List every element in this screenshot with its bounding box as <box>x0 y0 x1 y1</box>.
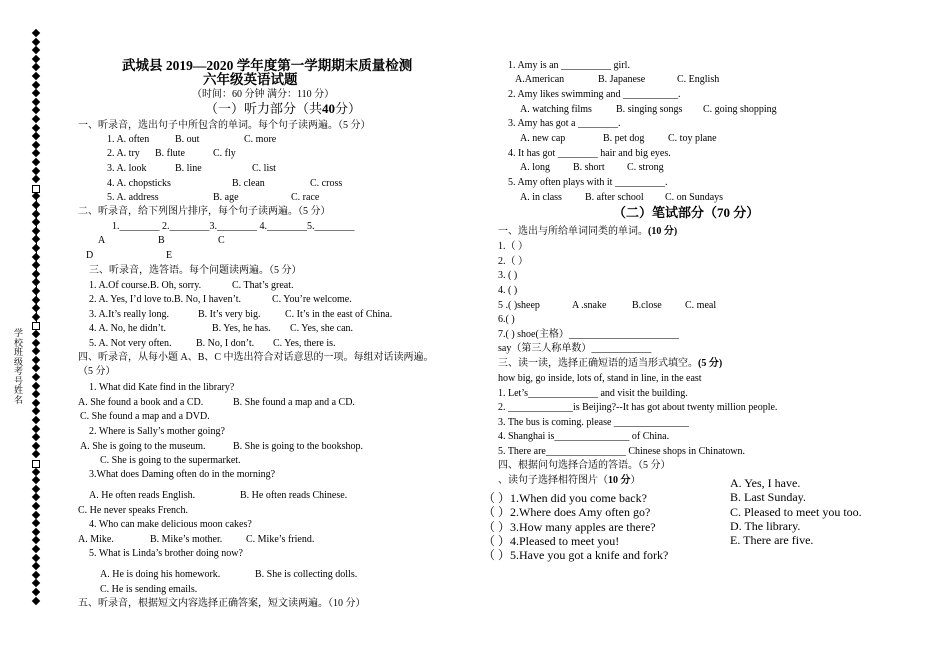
part1-q3c: C. list <box>252 163 276 174</box>
part1-q1b: B. out <box>175 134 200 145</box>
picture-label-c: C <box>218 235 225 246</box>
written-s4-q5: （ ）5.Have you got a knife and fork? <box>483 548 669 562</box>
part5-q3-c: C. toy plane <box>668 133 717 144</box>
part4-q1-a: A. She found a book and a CD. <box>78 397 204 408</box>
part3-q3-c: C. It’s in the east of China. <box>285 309 393 320</box>
binding-diamond <box>32 407 40 415</box>
written-title: （二）笔试部分（70 分） <box>613 205 760 220</box>
part4-q1: 1. What did Kate find in the library? <box>89 382 235 393</box>
binding-diamond <box>32 80 40 88</box>
part3-q1-c: C. That’s great. <box>232 280 294 291</box>
part4-q2-b: B. She is going to the bookshop. <box>233 441 364 452</box>
part2-instruction: 二、听录音，给下列图片排序，每个句子读两遍。（5 分） <box>78 206 331 217</box>
binding-diamond <box>32 450 40 458</box>
part1-q4a: 4. A. chopsticks <box>107 178 171 189</box>
written-s1-q7: 7.( ) shoe(主格）______________________ <box>498 329 679 340</box>
binding-diamond <box>32 63 40 71</box>
part4-q4-c: C. Mike’s friend. <box>246 534 315 545</box>
written-s1-q2: 2.（ ） <box>498 256 528 267</box>
binding-diamond <box>32 536 40 544</box>
binding-diamond <box>32 579 40 587</box>
part3-q3-a: 3. A.It’s really long. <box>89 309 169 320</box>
exam-time: （时间：60 分钟 满分：110 分） <box>192 89 335 100</box>
part1-q4b: B. clean <box>232 178 265 189</box>
part5-q4-b: B. short <box>573 162 605 173</box>
part3-q1-ab: 1. A.Of course.B. Oh, sorry. <box>89 280 202 291</box>
binding-diamond <box>32 132 40 140</box>
binding-diamond <box>32 545 40 553</box>
written-s4-answer-d: D. The library. <box>730 519 801 533</box>
part1-q3a: 3. A. look <box>107 163 147 174</box>
binding-diamond <box>32 37 40 45</box>
binding-diamond <box>32 123 40 131</box>
written-s3-q3: 3. The bus is coming. please _______________ <box>498 417 689 428</box>
part5-q5-c: C. on Sundays <box>665 192 724 203</box>
binding-diamond <box>32 72 40 80</box>
written-s1-q5-b: B.close <box>632 300 662 311</box>
part5-q5: 5. Amy often plays with it __________. <box>508 177 668 188</box>
part3-q5-a: 5. A. Not very often. <box>89 338 172 349</box>
part1-q2b: B. flute <box>155 148 185 159</box>
part3-q5-c: C. Yes, there is. <box>273 338 336 349</box>
binding-diamond <box>32 330 40 338</box>
binding-diamond <box>32 166 40 174</box>
binding-diamond <box>32 416 40 424</box>
part5-q1-b: B. Japanese <box>598 74 646 85</box>
written-s3-q5: 5. There are________________ Chinese shops in Chinatown. <box>498 446 746 457</box>
part2-blanks: 1.________ 2.________3.________ 4.________5.________ <box>112 221 355 232</box>
written-s4-answer-c: C. Pleased to meet you too. <box>730 505 862 519</box>
binding-diamond <box>32 424 40 432</box>
part1-q3b: B. line <box>175 163 202 174</box>
part5-q4-c: C. strong <box>627 162 664 173</box>
binding-diamond <box>32 433 40 441</box>
margin-line <box>36 196 37 322</box>
binding-diamond <box>32 46 40 54</box>
written-s1-q5-c: C. meal <box>685 300 717 311</box>
binding-diamond <box>32 476 40 484</box>
binding-diamond <box>32 493 40 501</box>
picture-label-e: E <box>166 250 173 261</box>
part3-q4-b: B. Yes, he has. <box>212 323 271 334</box>
written-s1-q6: 6.( ) <box>498 314 515 325</box>
written-s1-q3: 3. ( ) <box>498 270 518 281</box>
part4-q2-a: A. She is going to the museum. <box>80 441 206 452</box>
written-s4-answer-a: A. Yes, I have. <box>730 476 801 490</box>
written-s1-q5-a: A .snake <box>572 300 607 311</box>
binding-diamond <box>32 510 40 518</box>
written-s4-instruction: 四、根据问句选择合适的答语。（5 分） <box>498 460 671 471</box>
binding-diamond <box>32 347 40 355</box>
written-s3-q2: 2. _____________is Beijing?--It has got about twenty million people. <box>498 402 778 413</box>
part4-q1-c: C. She found a map and a DVD. <box>80 411 210 422</box>
binding-diamond <box>32 519 40 527</box>
part4-instruction: 四、听录音，从每小题 A、B、C 中选出符合对话意思的一项。每组对话读两遍。 <box>78 352 434 363</box>
part4-q2-c: C. She is going to the supermarket. <box>100 455 241 466</box>
part1-q5a: 5. A. address <box>107 192 159 203</box>
binding-diamond <box>32 175 40 183</box>
part5-q5-b: B. after school <box>585 192 644 203</box>
binding-diamond <box>32 29 40 37</box>
binding-diamond <box>32 364 40 372</box>
part4-q5-b: B. She is collecting dolls. <box>255 569 358 580</box>
part5-q3-b: B. pet dog <box>603 133 645 144</box>
part3-q3-b: B. It’s very big. <box>198 309 261 320</box>
part5-q2-b: B. singing songs <box>616 104 683 115</box>
part1-q2c: C. fly <box>213 148 236 159</box>
part5-q3-a: A. new cap <box>520 133 566 144</box>
part3-q4-c: C. Yes, she can. <box>290 323 354 334</box>
binding-diamond <box>32 553 40 561</box>
binding-diamond <box>32 467 40 475</box>
part5-q2-a: A. watching films <box>520 104 592 115</box>
binding-diamond <box>32 588 40 596</box>
part5-q5-a: A. in class <box>520 192 562 203</box>
binding-diamond <box>32 390 40 398</box>
part1-q4c: C. cross <box>310 178 343 189</box>
written-s3-q4: 4. Shanghai is_______________ of China. <box>498 431 670 442</box>
written-s1-q4: 4. ( ) <box>498 285 518 296</box>
written-s1-q1: 1.（ ） <box>498 241 528 252</box>
part1-q5b: B. age <box>213 192 239 203</box>
part4-q5-a: A. He is doing his homework. <box>100 569 221 580</box>
binding-diamond <box>32 158 40 166</box>
part4-q1-b: B. She found a map and a CD. <box>233 397 355 408</box>
part1-instruction: 一、听录音，选出句子中所包含的单词。每个句子读两遍。（5 分） <box>78 120 371 131</box>
written-s4-answer-e: E. There are five. <box>730 533 814 547</box>
part4-q3-a: A. He often reads English. <box>89 490 196 501</box>
part3-q4-a: 4. A. No, he didn’t. <box>89 323 167 334</box>
part4-q4-a: A. Mike. <box>78 534 114 545</box>
written-s1-q5: 5 .( )sheep <box>498 300 540 311</box>
written-s4-q1: （ ）1.When did you come back? <box>483 491 647 505</box>
picture-label-a: A <box>98 235 106 246</box>
part5-q4-a: A. long <box>520 162 550 173</box>
binding-diamond <box>32 149 40 157</box>
part4-q3-c: C. He never speaks French. <box>78 505 188 516</box>
part4-score: （5 分） <box>78 366 116 377</box>
part4-q5: 5. What is Linda’s brother doing now? <box>89 548 243 559</box>
part1-q2a: 2. A. try <box>107 148 140 159</box>
written-s3-instruction: 三、读一读，选择正确短语的适当形式填空。(5 分) <box>498 358 723 369</box>
listening-title: （一）听力部分（共40分） <box>205 101 362 116</box>
written-s4-q4: （ ）4.Pleased to meet you! <box>483 534 620 548</box>
binding-diamond <box>32 381 40 389</box>
part5-q1: 1. Amy is an __________ girl. <box>508 60 630 71</box>
binding-diamond <box>32 106 40 114</box>
written-s1-q7b: say（第三人称单数）____________ <box>498 343 652 354</box>
part4-q4-b: B. Mike’s mother. <box>150 534 223 545</box>
written-s3-q1: 1. Let’s______________ and visit the building. <box>498 388 688 399</box>
exam-subtitle: 六年级英语试题 <box>203 72 298 87</box>
student-info-label: 学校班级考号姓名 <box>14 329 24 406</box>
part4-q5-c: C. He is sending emails. <box>100 584 198 595</box>
part5-q2: 2. Amy likes swimming and ___________. <box>508 89 681 100</box>
part5-q1-a: A.American <box>515 74 565 85</box>
part5-instruction: 五、听录音，根据短文内容选择正确答案，短文读两遍。（10 分） <box>78 598 366 609</box>
part4-q2: 2. Where is Sally’s mother going? <box>89 426 225 437</box>
binding-diamond <box>32 115 40 123</box>
binding-diamond <box>32 89 40 97</box>
part5-q4: 4. It has got ________ hair and big eyes. <box>508 148 671 159</box>
binding-diamond <box>32 562 40 570</box>
picture-label-d: D <box>86 250 94 261</box>
binding-diamond <box>32 338 40 346</box>
written-s4-q2: （ ）2.Where does Amy often go? <box>483 505 651 519</box>
written-s4-subheading: 、读句子选择相符图片（10 分） <box>498 475 641 486</box>
part4-q4: 4. Who can make delicious moon cakes? <box>89 519 252 530</box>
part1-q5c: C. race <box>291 192 320 203</box>
part1-q1c: C. more <box>244 134 277 145</box>
binding-diamond <box>32 502 40 510</box>
part1-q1a: 1. A. often <box>107 134 150 145</box>
part5-q3: 3. Amy has got a ________. <box>508 118 621 129</box>
written-s4-answer-b: B. Last Sunday. <box>730 490 806 504</box>
part3-q5-b: B. No, I don’t. <box>196 338 255 349</box>
written-s3-phrases: how big, go inside, lots of, stand in line, in the east <box>498 373 702 384</box>
written-s4-q3: （ ）3.How many apples are there? <box>483 520 656 534</box>
part3-instruction: 三、听录音，选答语。每个问题读两遍。（5 分） <box>89 265 302 276</box>
part4-q3: 3.What does Daming often do in the morning? <box>89 469 276 480</box>
binding-diamond <box>32 596 40 604</box>
part4-q3-b: B. He often reads Chinese. <box>240 490 348 501</box>
part3-q2-ab: 2. A. Yes, I’d love to.B. No, I haven’t. <box>89 294 242 305</box>
picture-label-b: B <box>158 235 165 246</box>
binding-diamond <box>32 373 40 381</box>
written-s1-instruction: 一、选出与所给单词同类的单词。(10 分) <box>498 226 678 237</box>
part5-q2-c: C. going shopping <box>703 104 777 115</box>
part5-q1-c: C. English <box>677 74 720 85</box>
part3-q2-c: C. You’re welcome. <box>272 294 352 305</box>
exam-title: 武城县 2019—2020 学年度第一学期期末质量检测 <box>122 58 413 73</box>
